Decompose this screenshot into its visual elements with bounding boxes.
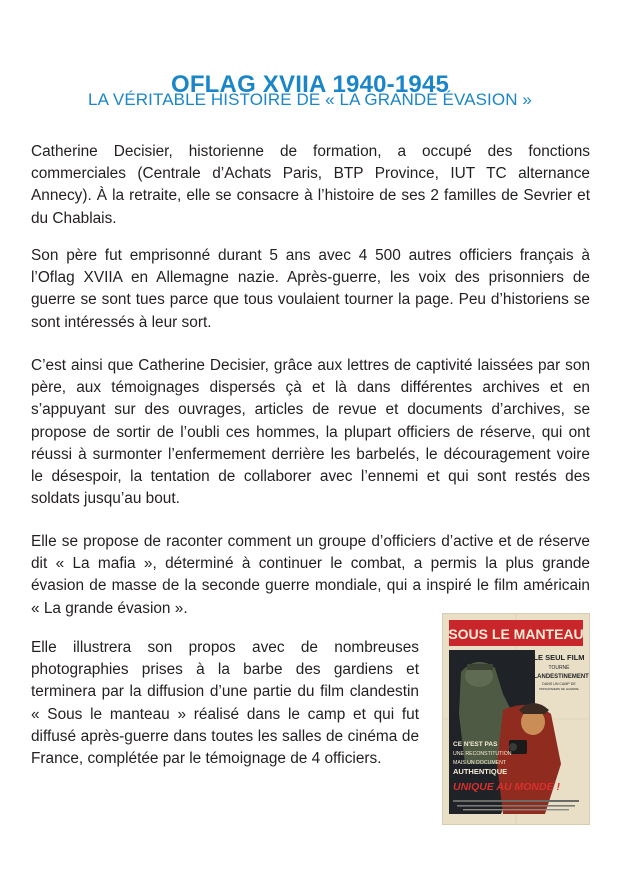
page-subtitle: LA VÉRITABLE HISTOIRE DE « LA GRANDE ÉVASION » — [88, 90, 532, 109]
poster-line5: PRISONNIERS DE GUERRE — [539, 687, 579, 691]
film-poster-image — [443, 614, 589, 824]
page-title: OFLAG XVIIA 1940-1945 — [170, 71, 450, 99]
paragraph-great-escape: Elle se propose de raconter comment un groupe d’officiers d’active et de réserve dit « La mafia », déterminé à continuer le combat, a permis la plus grande évasion de masse de la seconde guerre mondiale, qui a inspiré le film américain « La grande évasion ». — [31, 533, 590, 617]
poster-block3: MAIS UN DOCUMENT — [453, 760, 507, 766]
poster-line1: LE SEUL FILM — [533, 653, 585, 662]
poster-line3: CLANDESTINEMENT — [529, 674, 589, 680]
poster-line2: TOURNÉ — [548, 665, 570, 671]
poster-title: SOUS LE MANTEAU — [448, 626, 584, 642]
poster-line4: DANS UN CAMP DE — [542, 682, 576, 686]
poster-tagline: UNIQUE AU MONDE ! — [453, 781, 560, 793]
paragraph-author-bio: Catherine Decisier, historienne de formation, a occupé des fonctions commerciales (Centrale d’Achats Paris, BTP Province, IUT TC alternance Annecy). À la retraite, elle se consacre à l’histoire de ses 2 familles de Sevrier et du Chablais. — [31, 143, 590, 227]
poster-block1: CE N'EST PAS — [453, 741, 498, 748]
poster-block4: AUTHENTIQUE — [453, 767, 508, 776]
poster-block2: UNE RECONSTITUTION — [453, 751, 512, 757]
paragraph-presentation: Elle illustrera son propos avec de nombreuses photographies prises à la barbe des gardiens et terminera par la diffusion d’une partie du film clandestin « Sous le manteau » réalisé dans le camp et qui fut diffusé après-guerre dans toutes les salles de cinéma de France, complétée par le témoignage de 4 officiers. — [31, 639, 419, 768]
paragraph-research: C’est ainsi que Catherine Decisier, grâce aux lettres de captivité laissées par son père, aux témoignages dispersés çà et là dans différentes archives et en s’appuyant sur des ouvrages, articles de revue et documents d’archives, se propose de sortir de l’oubli ces hommes, la plupart officiers de réserve, qui ont réussi à surmonter l’enfermement derrière les barbelés, le découragement voire le désespoir, la tentation de collaborer avec l’ennemi et qui sont restés des soldats jusqu’au bout. — [31, 357, 590, 508]
paragraph-father-captivity: Son père fut emprisonné durant 5 ans avec 4 500 autres officiers français à l’Oflag XVIIA en Allemagne nazie. Après-guerre, les voix des prisonniers de guerre se sont tues parce que tous voulaient tourner la page. Peu d’historiens se sont intéressés à leur sort. — [31, 247, 590, 331]
